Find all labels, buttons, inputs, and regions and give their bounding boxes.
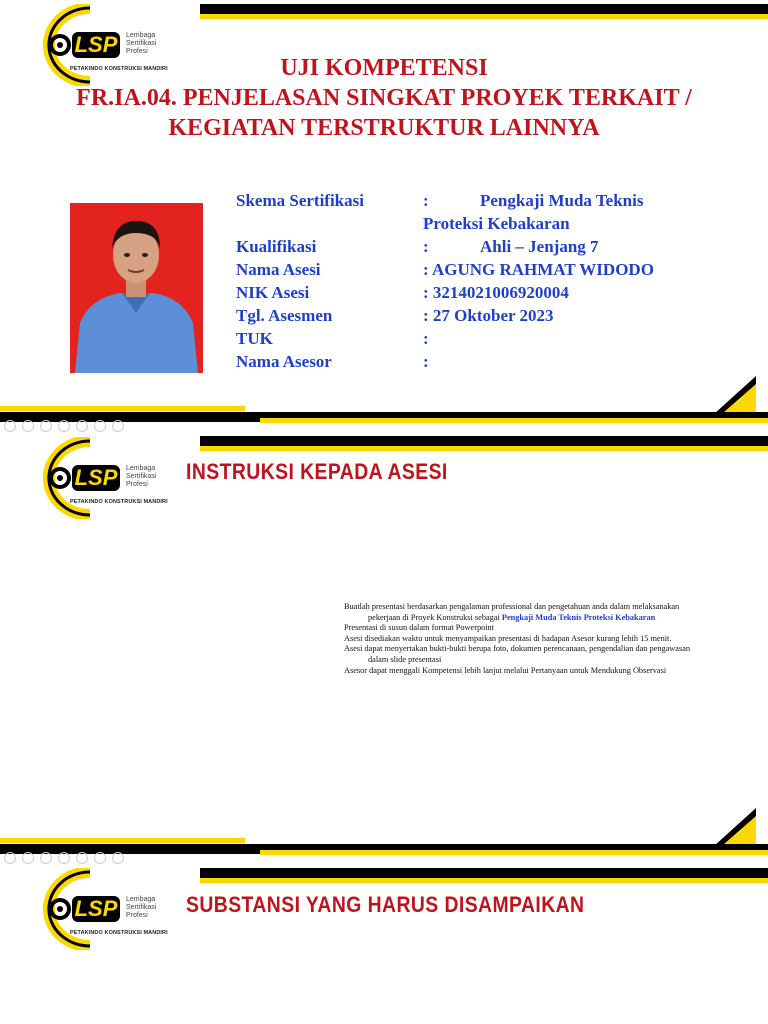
svg-text:LSP: LSP xyxy=(74,896,118,921)
value-kualifikasi: Ahli – Jenjang 7 xyxy=(480,237,599,256)
section-heading-instruksi: INSTRUKSI KEPADA ASESI xyxy=(186,459,448,484)
toolbar-dot-icon[interactable] xyxy=(112,852,124,864)
page-title-line-3: KEGIATAN TERSTRUKTUR LAINNYA xyxy=(168,115,600,141)
slide-2 xyxy=(0,433,768,864)
colon-skema: : xyxy=(423,191,429,210)
toolbar-dot-icon[interactable] xyxy=(94,852,106,864)
page-title-line-1: UJI KOMPETENSI xyxy=(280,55,488,81)
corner-triangle-icon xyxy=(714,808,756,846)
top-black-bar xyxy=(200,868,768,878)
label-nama-asesi: Nama Asesi xyxy=(236,260,321,279)
logo-org-name: PETAKINDO KONSTRUKSI MANDIRI xyxy=(70,66,168,72)
svg-text:LSP: LSP xyxy=(74,32,118,57)
top-yellow-bar xyxy=(200,14,768,19)
logo-subtitle: Lembaga Sertifikasi Profesi xyxy=(126,896,157,919)
asesi-photo xyxy=(70,203,203,373)
slide-1 xyxy=(0,0,768,433)
toolbar-dot-icon[interactable] xyxy=(40,420,52,432)
toolbar-dot-icon[interactable] xyxy=(40,852,52,864)
toolbar-dot-icon[interactable] xyxy=(58,420,70,432)
value-skema-line-2: Proteksi Kebakaran xyxy=(423,214,570,233)
bottom-yellow-bar xyxy=(0,406,245,411)
page-title-line-2: FR.IA.04. PENJELASAN SINGKAT PROYEK TERKAIT / xyxy=(76,85,692,111)
corner-triangle-icon xyxy=(714,376,756,414)
slide-toolbar[interactable] xyxy=(4,420,124,432)
instruction-item: Presentasi di susun dalam format Powerpoint xyxy=(344,623,495,633)
label-tuk: TUK xyxy=(236,329,273,348)
toolbar-dot-icon[interactable] xyxy=(94,420,106,432)
label-tgl: Tgl. Asesmen xyxy=(236,306,333,325)
toolbar-dot-icon[interactable] xyxy=(4,420,16,432)
value-nama-asesi: : AGUNG RAHMAT WIDODO xyxy=(423,260,654,279)
toolbar-dot-icon[interactable] xyxy=(76,852,88,864)
logo-subtitle: Lembaga Sertifikasi Profesi xyxy=(126,465,157,488)
toolbar-dot-icon[interactable] xyxy=(58,852,70,864)
logo-org-name: PETAKINDO KONSTRUKSI MANDIRI xyxy=(70,499,168,505)
toolbar-dot-icon[interactable] xyxy=(76,420,88,432)
value-skema-line-1: Pengkaji Muda Teknis xyxy=(480,191,644,210)
value-asesor: : xyxy=(423,352,429,371)
svg-text:LSP: LSP xyxy=(74,465,118,490)
lsp-logo xyxy=(20,437,170,519)
top-black-bar xyxy=(200,436,768,446)
toolbar-dot-icon[interactable] xyxy=(22,420,34,432)
instruction-list xyxy=(344,602,744,676)
bottom-yellow-bar xyxy=(0,838,245,843)
slide-3 xyxy=(0,864,768,1024)
instruction-item: Asesi dapat menyertakan bukti-bukti berupa foto, dokumen perencanaan, pengendalian dan pengawasan xyxy=(344,644,691,654)
top-yellow-bar xyxy=(200,878,768,883)
slide-toolbar[interactable] xyxy=(4,852,124,864)
label-kualifikasi: Kualifikasi xyxy=(236,237,317,256)
toolbar-dot-icon[interactable] xyxy=(4,852,16,864)
bottom-yellow-bar-right xyxy=(260,850,768,855)
logo-subtitle: Lembaga Sertifikasi Profesi xyxy=(126,32,157,55)
toolbar-dot-icon[interactable] xyxy=(22,852,34,864)
label-skema: Skema Sertifikasi xyxy=(236,191,364,210)
instruction-item: Buatlah presentasi berdasarkan pengalaman professional dan pengetahuan anda dalam melaksanakan xyxy=(344,602,680,611)
value-tgl: : 27 Oktober 2023 xyxy=(423,306,554,325)
lsp-logo xyxy=(20,868,170,950)
label-nik: NIK Asesi xyxy=(236,283,310,302)
section-heading-substansi: SUBSTANSI YANG HARUS DISAMPAIKAN xyxy=(186,892,585,917)
toolbar-dot-icon[interactable] xyxy=(112,420,124,432)
label-asesor: Nama Asesor xyxy=(236,352,332,371)
instruction-item: dalam slide presentasi xyxy=(368,654,442,664)
instruction-item: Asesor dapat menggali Kompetensi lebih lanjut melalui Pertanyaan untuk Mendukung Observasi xyxy=(344,665,667,675)
instruction-item: pekerjaan di Proyek Konstruksi sebagai Pengkaji Muda Teknis Proteksi Kebakaran xyxy=(368,612,656,622)
value-tuk: : xyxy=(423,329,429,348)
bottom-yellow-bar-right xyxy=(260,418,768,423)
colon-kualifikasi: : xyxy=(423,237,429,256)
logo-org-name: PETAKINDO KONSTRUKSI MANDIRI xyxy=(70,930,168,936)
instruction-item: Asesi disediakan waktu untuk menyampaikan presentasi di hadapan Asesor kurang lebih 15 menit. xyxy=(344,633,672,643)
top-yellow-bar xyxy=(200,446,768,451)
value-nik: : 3214021006920004 xyxy=(423,283,569,302)
top-black-bar xyxy=(200,4,768,14)
